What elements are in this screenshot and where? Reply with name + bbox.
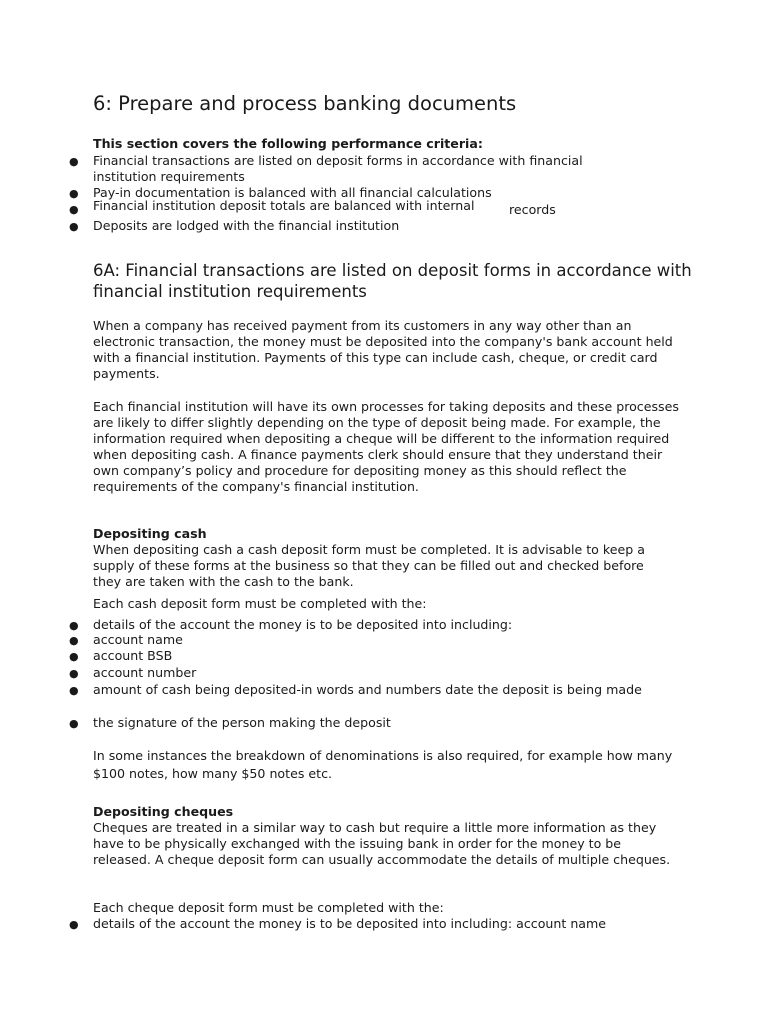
bullet-icon: ●: [69, 918, 79, 931]
cash-item: the signature of the person making the deposit: [93, 715, 391, 730]
criteria-intro: This section covers the following performance criteria:: [93, 136, 483, 151]
criteria-item: Financial institution deposit totals are balanced with internal: [93, 198, 475, 213]
bullet-icon: ●: [69, 634, 79, 647]
cash-item: account name: [93, 632, 183, 647]
cheque-intro: Each cheque deposit form must be completed with the:: [93, 900, 444, 915]
subheading-depositing-cheques: Depositing cheques: [93, 804, 234, 819]
cash-item: amount of cash being deposited-in words and numbers date the deposit is being made: [93, 682, 642, 697]
criteria-item: Deposits are lodged with the financial institution: [93, 218, 400, 233]
paragraph: Cheques are treated in a similar way to cash but require a little more information as they have to be physically exchanged with the issuing bank in order for the money to be released. A cheque deposit form can usually accommodate the details of multiple cheques.: [93, 820, 671, 867]
section-heading-6a: 6A: Financial transactions are listed on deposit forms in accordance with financial institution requirements: [93, 261, 692, 301]
paragraph: When depositing cash a cash deposit form must be completed. It is advisable to keep a supply of these forms at the business so that they can be filled out and checked before they are taken with the cash to the bank.: [93, 542, 645, 589]
bullet-icon: ●: [69, 220, 79, 233]
cash-intro: Each cash deposit form must be completed with the:: [93, 596, 427, 611]
bullet-icon: ●: [69, 187, 79, 200]
cheque-item: details of the account the money is to be deposited into including: account name: [93, 916, 607, 931]
criteria-item-tail: records: [509, 202, 556, 217]
bullet-icon: ●: [69, 155, 79, 168]
bullet-icon: ●: [69, 619, 79, 632]
criteria-item: Financial transactions are listed on deposit forms in accordance with financial institution requirements: [93, 153, 583, 184]
bullet-icon: ●: [69, 650, 79, 663]
cash-note: In some instances the breakdown of denominations is also required, for example how many $100 notes, how many $50 notes etc.: [93, 748, 673, 781]
subheading-depositing-cash: Depositing cash: [93, 526, 207, 541]
paragraph: When a company has received payment from its customers in any way other than an electronic transaction, the money must be deposited into the company's bank account held with a financial institution. Payments of this type can include cash, cheque, or credit card payments.: [93, 318, 673, 381]
bullet-icon: ●: [69, 667, 79, 680]
criteria-item: Pay-in documentation is balanced with all financial calculations: [93, 185, 492, 200]
bullet-icon: ●: [69, 717, 79, 730]
bullet-icon: ●: [69, 684, 79, 697]
paragraph: Each financial institution will have its own processes for taking deposits and these processes are likely to differ slightly depending on the type of deposit being made. For example, the information required when depositing a cheque will be different to the information required when depositing cash. A finance payments clerk should ensure that they understand their own company’s policy and procedure for depositing money as this should reflect the requirements of the company's financial institution.: [93, 399, 679, 494]
cash-item: account BSB: [93, 648, 173, 663]
cash-item: account number: [93, 665, 197, 680]
bullet-icon: ●: [69, 203, 79, 216]
cash-item: details of the account the money is to be deposited into including:: [93, 617, 513, 632]
page-title: 6: Prepare and process banking documents: [93, 92, 517, 115]
